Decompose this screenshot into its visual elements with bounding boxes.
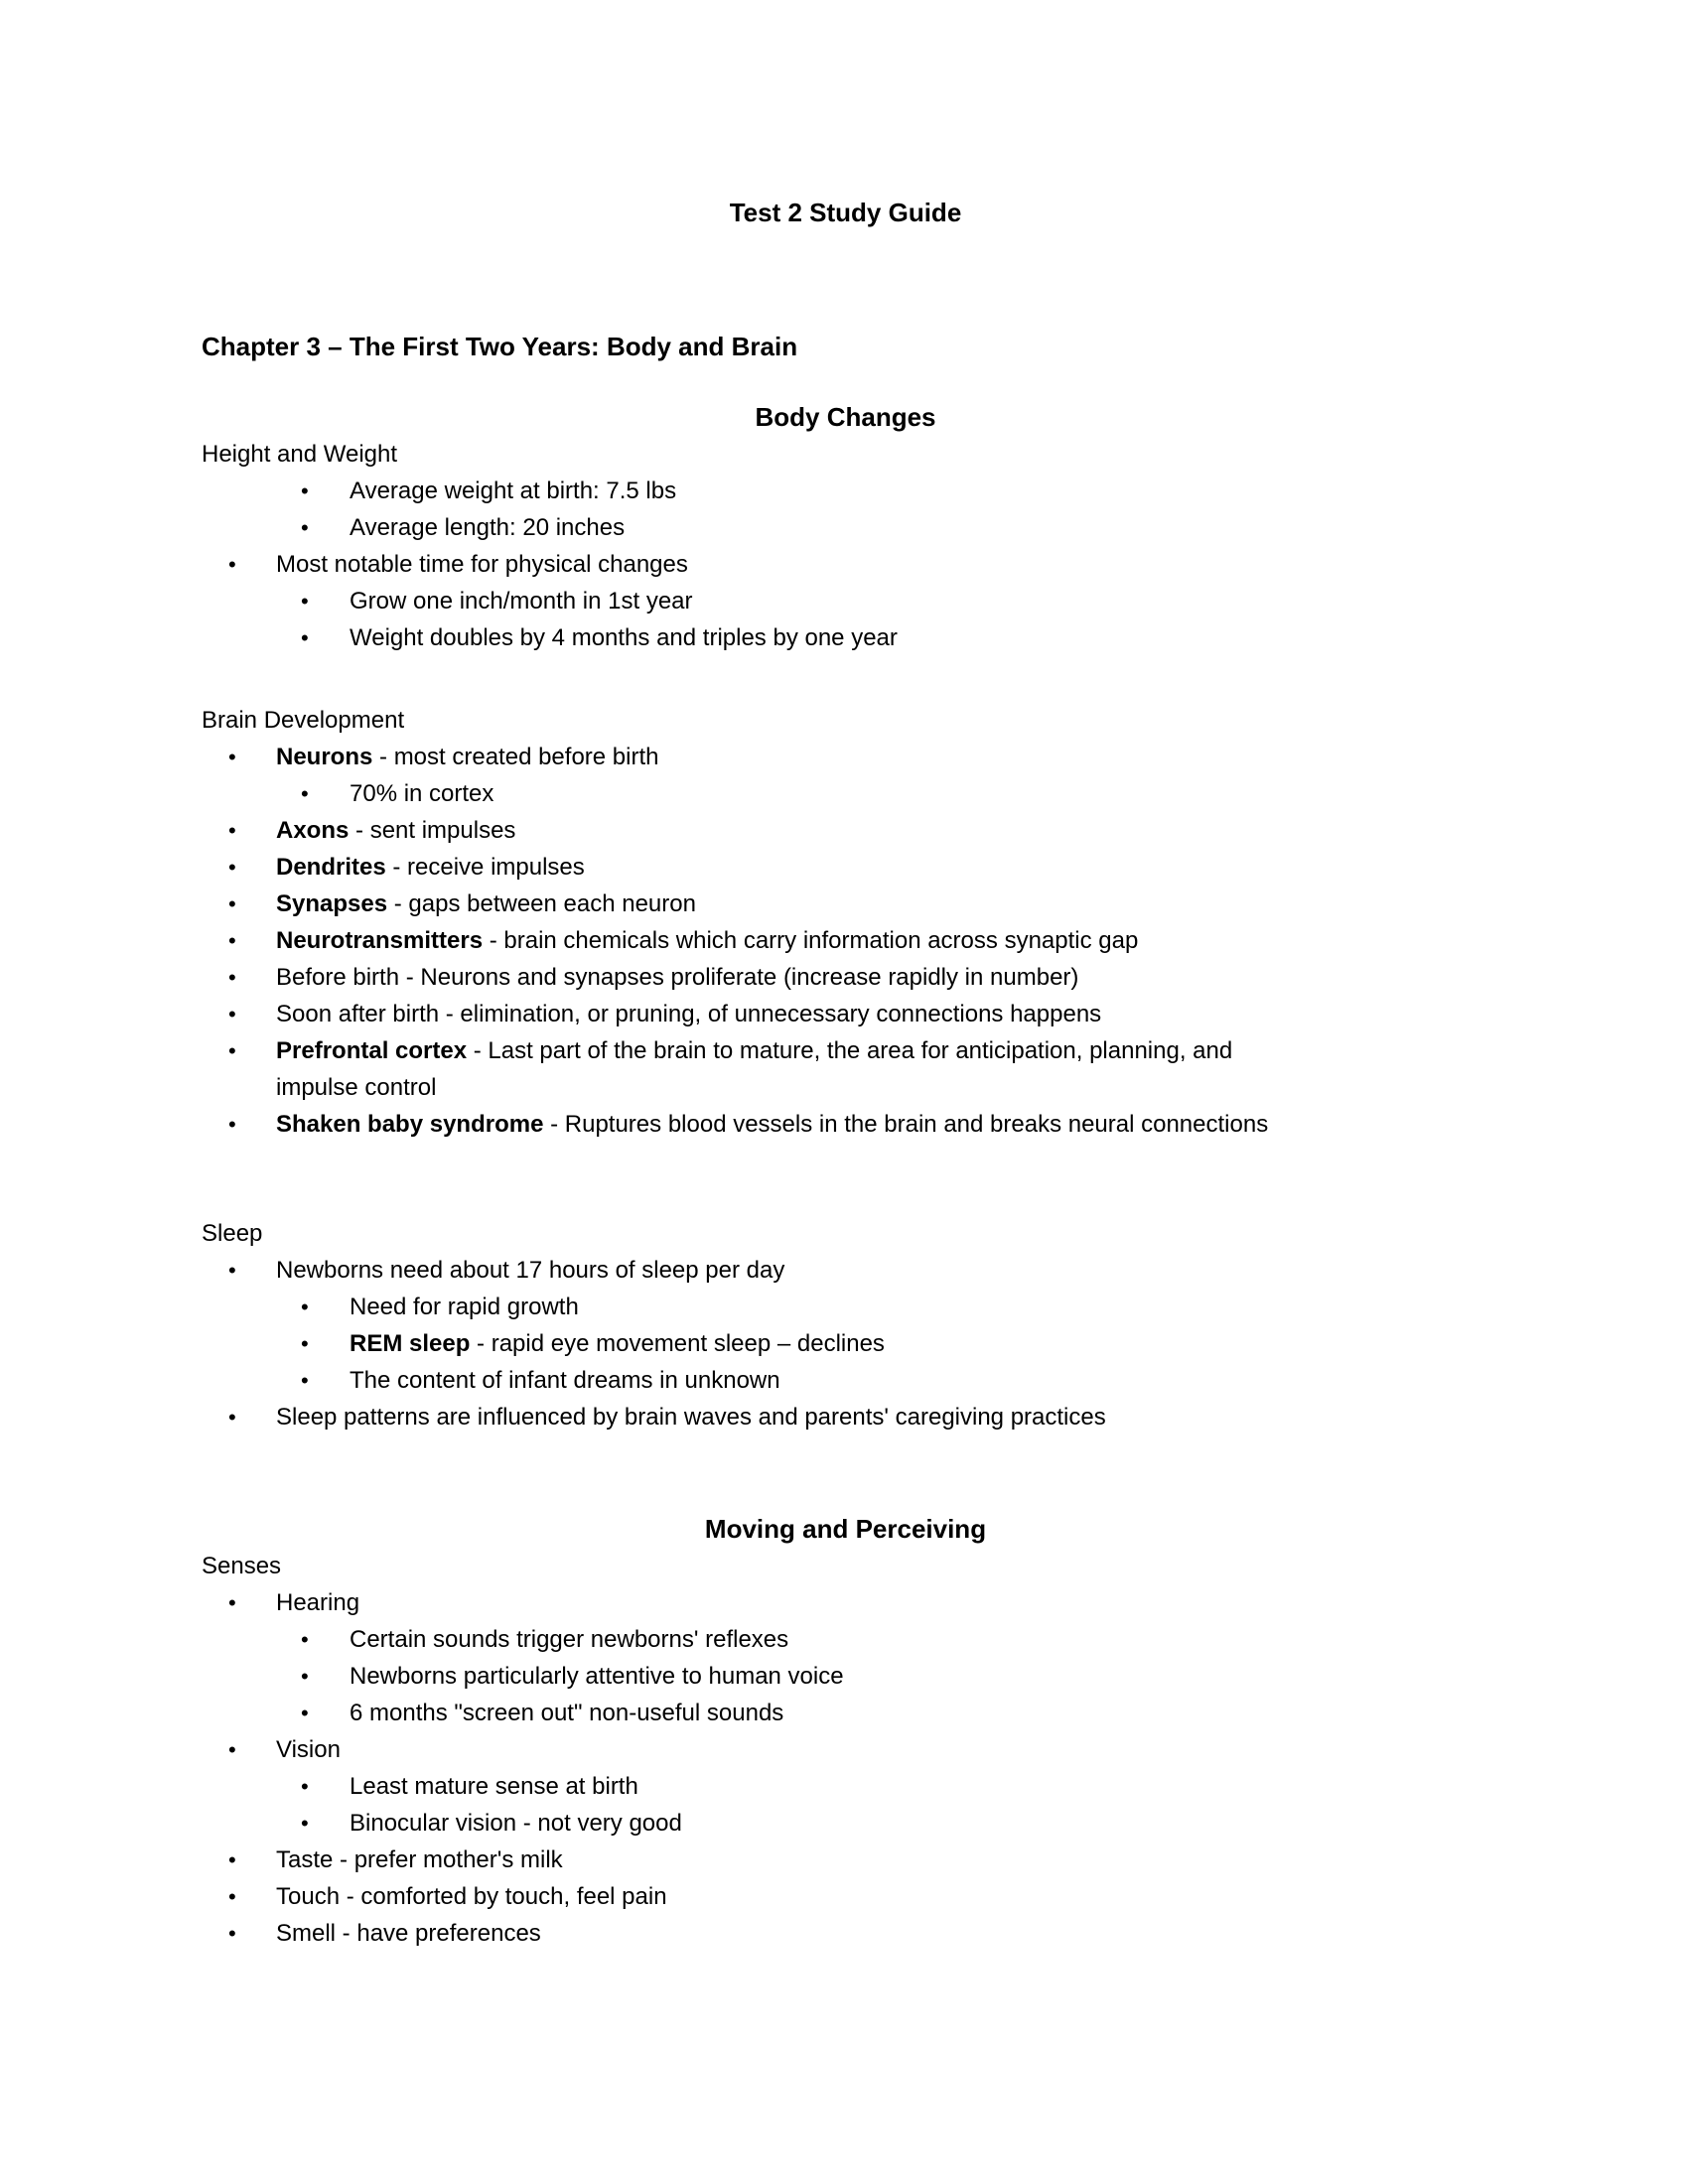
subheading-brain-development: Brain Development xyxy=(202,707,405,734)
bullet-icon: • xyxy=(228,818,236,843)
bullet-icon: • xyxy=(301,1331,309,1356)
list-item-text: The content of infant dreams in unknown xyxy=(350,1367,780,1394)
chapter-heading: Chapter 3 – The First Two Years: Body and Brain xyxy=(202,332,798,361)
bullet-icon: • xyxy=(228,1002,236,1026)
list-item-text: Hearing xyxy=(276,1589,360,1616)
list-item xyxy=(202,1658,1489,1695)
bullet-icon: • xyxy=(301,1295,309,1319)
list-item-text: Smell - have preferences xyxy=(276,1920,541,1947)
list-item xyxy=(202,1842,1489,1878)
bullet-icon: • xyxy=(228,1112,236,1137)
list-item xyxy=(202,1399,1489,1435)
list-item-text: 70% in cortex xyxy=(350,780,494,807)
bullet-icon: • xyxy=(301,781,309,806)
list-item xyxy=(202,1621,1489,1658)
list-item-text: Average length: 20 inches xyxy=(350,514,626,541)
bullet-icon: • xyxy=(228,1258,236,1283)
list-item-text: Grow one inch/month in 1st year xyxy=(350,588,693,614)
list-item-text: - sent impulses xyxy=(349,817,516,844)
bullet-icon: • xyxy=(301,1701,309,1725)
list-item-text: Sleep patterns are influenced by brain waves and parents' caregiving practices xyxy=(276,1404,1106,1431)
list-item xyxy=(202,509,1489,546)
list-item-text: Vision xyxy=(276,1736,341,1763)
list-item xyxy=(202,849,1489,886)
list-item-text: Most notable time for physical changes xyxy=(276,551,688,578)
bullet-icon: • xyxy=(228,1038,236,1063)
bullet-icon: • xyxy=(228,855,236,880)
list-item-text: Newborns particularly attentive to human voice xyxy=(350,1663,844,1690)
list-item-text: Soon after birth - elimination, or pruning, of unnecessary connections happens xyxy=(276,1001,1102,1027)
list-item xyxy=(202,1805,1489,1842)
bullet-icon: • xyxy=(228,1737,236,1762)
list-item xyxy=(202,886,1489,922)
list-item-text: Binocular vision - not very good xyxy=(350,1810,682,1837)
list-item xyxy=(202,1325,1489,1362)
bullet-icon: • xyxy=(228,1921,236,1946)
subheading-senses: Senses xyxy=(202,1553,282,1579)
list-item-continuation: impulse control xyxy=(276,1074,437,1101)
list-item xyxy=(202,775,1489,812)
bullet-icon: • xyxy=(301,1368,309,1393)
list-item-text: - Ruptures blood vessels in the brain and breaks neural connections xyxy=(543,1111,1269,1138)
list-item xyxy=(202,1731,1489,1768)
bullet-icon: • xyxy=(228,891,236,916)
list-item-text: Newborns need about 17 hours of sleep per day xyxy=(276,1257,785,1284)
bullet-icon: • xyxy=(301,1811,309,1836)
list-item-text: Before birth - Neurons and synapses proliferate (increase rapidly in number) xyxy=(276,964,1079,991)
list-item xyxy=(202,1878,1489,1915)
list-item-text: 6 months "screen out" non-useful sounds xyxy=(350,1700,784,1726)
list-item-text: - most created before birth xyxy=(372,744,659,770)
bullet-icon: • xyxy=(301,1664,309,1689)
list-item-text: Average weight at birth: 7.5 lbs xyxy=(350,478,677,504)
bullet-icon: • xyxy=(301,589,309,614)
section-heading-moving-and-perceiving: Moving and Perceiving xyxy=(704,1514,987,1544)
list-item xyxy=(202,1362,1489,1399)
list-item-term: REM sleep xyxy=(350,1330,471,1357)
list-item-text: - gaps between each neuron xyxy=(387,890,696,917)
list-item xyxy=(202,1032,1489,1106)
list-item xyxy=(202,1289,1489,1325)
bullet-icon: • xyxy=(301,625,309,650)
list-item-term: Neurotransmitters xyxy=(276,927,484,954)
bullet-icon: • xyxy=(228,928,236,953)
list-item xyxy=(202,922,1489,959)
list-item-term: Neurons xyxy=(276,744,373,770)
doc-title: Test 2 Study Guide xyxy=(729,198,962,227)
list-item-text: Touch - comforted by touch, feel pain xyxy=(276,1883,667,1910)
bullet-icon: • xyxy=(228,1847,236,1872)
list-item xyxy=(202,1106,1489,1143)
bullet-icon: • xyxy=(228,965,236,990)
section-heading-body-changes: Body Changes xyxy=(755,402,936,432)
list-item xyxy=(202,619,1489,656)
bullet-icon: • xyxy=(301,515,309,540)
list-item-text: - Last part of the brain to mature, the area for anticipation, planning, and xyxy=(467,1037,1233,1064)
bullet-icon: • xyxy=(228,745,236,769)
list-item xyxy=(202,583,1489,619)
bullet-icon: • xyxy=(301,478,309,503)
bullet-icon: • xyxy=(228,1590,236,1615)
list-item-text: Least mature sense at birth xyxy=(350,1773,638,1800)
list-item xyxy=(202,1252,1489,1289)
bullet-icon: • xyxy=(301,1774,309,1799)
list-item-text: Need for rapid growth xyxy=(350,1294,579,1320)
list-item xyxy=(202,1915,1489,1952)
list-item xyxy=(202,546,1489,583)
list-item-term: Dendrites xyxy=(276,854,386,881)
bullet-icon: • xyxy=(228,552,236,577)
list-item-term: Axons xyxy=(276,817,350,844)
bullet-icon: • xyxy=(228,1405,236,1430)
list-item-term: Synapses xyxy=(276,890,388,917)
bullet-icon: • xyxy=(301,1627,309,1652)
list-item xyxy=(202,1695,1489,1731)
list-item-text: Taste - prefer mother's milk xyxy=(276,1846,563,1873)
list-item xyxy=(202,739,1489,775)
list-item xyxy=(202,473,1489,509)
subheading-height-and-weight: Height and Weight xyxy=(202,441,398,468)
list-item-text: - rapid eye movement sleep – declines xyxy=(470,1330,885,1357)
list-item-text: Certain sounds trigger newborns' reflexes xyxy=(350,1626,789,1653)
list-item-text: - receive impulses xyxy=(385,854,585,881)
list-item-text: - brain chemicals which carry information across synaptic gap xyxy=(483,927,1139,954)
list-item-term: Prefrontal cortex xyxy=(276,1037,468,1064)
list-item-term: Shaken baby syndrome xyxy=(276,1111,544,1138)
list-item xyxy=(202,812,1489,849)
subheading-sleep: Sleep xyxy=(202,1220,263,1247)
bullet-icon: • xyxy=(228,1884,236,1909)
list-item xyxy=(202,996,1489,1032)
list-item xyxy=(202,959,1489,996)
list-item xyxy=(202,1584,1489,1621)
list-item-text: Weight doubles by 4 months and triples by one year xyxy=(350,624,898,651)
list-item xyxy=(202,1768,1489,1805)
